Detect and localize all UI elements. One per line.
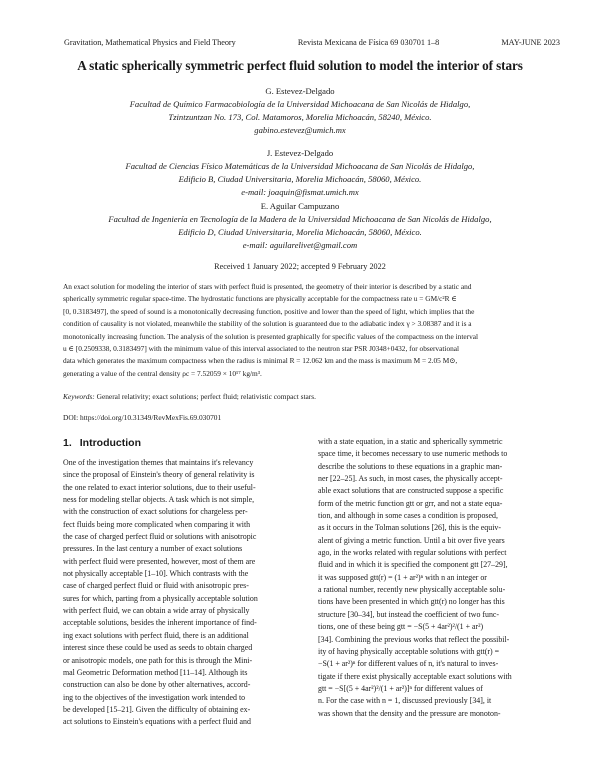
journal-citation: Revista Mexicana de Física 69 030701 1–8 (297, 38, 440, 47)
abstract-line: monotonically increasing function. The analysis of the solution is presented graphically for specific values of the compactness on the interval (63, 331, 479, 341)
affiliation-line: Edificio B, Ciudad Universitaria, Morelia Michoacán, 58060, México. (178, 174, 422, 184)
text-line: since the proposal of Einstein's theory of general relativity is (63, 470, 255, 480)
body-text (63, 457, 305, 729)
text-line: ago, in the works related with regular solutions with perfect (318, 548, 507, 558)
text-line: it was supposed gtt(r) = (1 + ar²)ⁿ with n an integer or (318, 572, 487, 582)
abstract-line: generating a value of the central density ρc = 7.52059 × 10¹⁷ kg/m³. (63, 368, 262, 378)
text-line: ity of having physically acceptable solutions with gtt(r) = (318, 646, 500, 656)
text-line: ing to the objectives of the investigation work intended to (63, 692, 246, 702)
text-line: One of the investigation themes that maintains it's relevancy (63, 458, 254, 467)
abstract-line: condition of causality is not violated, meanwhile the stability of the solution is guaranteed due to the adiabatic index γ > 3.08387 and it is a (63, 319, 472, 329)
text-line: construction can also be done by other alternatives, accord- (63, 680, 251, 690)
text-line: ner [22–25]. As such, in most cases, the physically accept- (318, 474, 503, 484)
keywords-label: Keywords: (63, 392, 95, 401)
text-line: acceptable solutions, besides the inherent importance of find- (63, 618, 257, 628)
text-line: with perfect fluid were presented, however, most of them are (63, 556, 256, 566)
text-line: the one related to exact interior solutions, due to their useful- (63, 482, 256, 492)
received-dates: Received 1 January 2022; accepted 9 February 2022 (214, 262, 386, 271)
abstract (63, 281, 560, 380)
affiliation-line: Facultad de Ingeniería en Tecnología de la Madera de la Universidad Michoacana de San Nicolás de Hidalgo, (108, 214, 492, 224)
text-line: tigate if there exist physically acceptable exact solutions with (318, 671, 512, 681)
text-line: pressures. In the last century a number of exact solutions (63, 544, 243, 554)
text-line: the case of charged perfect fluid or solutions with anisotropic (63, 532, 257, 542)
doi-link[interactable]: DOI: https://doi.org/10.31349/RevMexFis.69.030701 (63, 413, 222, 422)
text-line: interest since these could be used as seeds to obtain charged (63, 643, 253, 653)
text-line: as it occurs in the Tolman solutions [26], this is the equiv- (318, 523, 501, 533)
text-line: tion, and although in some cases a condition is proposed, (318, 511, 498, 521)
text-line: ing exact solutions with perfect fluid, there is an additional (63, 630, 249, 640)
author-name: J. Estevez-Delgado (266, 148, 334, 158)
text-line: tions have been presented in which gtt(r) no longer has this (318, 597, 505, 607)
text-line: with perfect fluid, we can obtain a wide array of physically (63, 606, 250, 616)
text-line: act solutions to Einstein's equations with a perfect fluid and (63, 717, 251, 727)
text-line: fect fluids being more complicated when comparing it with (63, 519, 251, 529)
text-line: was shown that the density and the pressure are monoton- (318, 708, 501, 718)
text-line: or anisotropic models, one path for this is through the Mini- (63, 655, 253, 665)
abstract-line: spherically symmetric regular space-time. The hydrostatic functions are physically acceptable for the compactness rate u = GM/c²R ∈ (63, 294, 457, 304)
affiliation-line: Tzintzuntzan No. 173, Col. Matamoros, Morelia Michoacán, 58240, México. (168, 112, 432, 122)
text-line: with a state equation, in a static and spherically symmetric (318, 437, 503, 446)
author-email[interactable]: e-mail: joaquin@fismat.umich.mx (241, 187, 359, 197)
text-line: a rational number, recently new physically acceptable solu- (318, 585, 506, 595)
paper-title: A static spherically symmetric perfect fluid solution to model the interior of stars (77, 58, 523, 73)
text-line: space time, it becomes necessary to use numeric methods to (318, 449, 508, 459)
author-block-2 (40, 147, 560, 199)
text-line: n. For the case with n = 1, discussed previously [34], it (318, 696, 492, 706)
left-column (63, 436, 305, 729)
text-line: describe the solutions to these equations in a graphic man- (318, 461, 503, 471)
abstract-line: An exact solution for modeling the interior of stars with perfect fluid is presented, the geometry of their interior is described by a static and (63, 282, 472, 291)
issue-date: MAY-JUNE 2023 (501, 38, 560, 47)
keywords (63, 392, 560, 401)
text-line: alent of giving a metric function. Until a bit over five years (318, 535, 505, 545)
affiliation-line: Facultad de Ciencias Físico Matemáticas de la Universidad Michoacana de San Nicolás de Hidalgo, (125, 161, 475, 171)
abstract-line: [0, 0.3183497], the speed of sound is a monotonically decreasing function, positive and lower than the speed of light, which implies that the (63, 306, 475, 316)
author-email[interactable]: gabino.estevez@umich.mx (254, 125, 346, 135)
author-name: G. Estevez-Delgado (265, 86, 335, 96)
text-line: with the construction of exact solutions for chargeless per- (63, 507, 248, 517)
text-line: ness for modeling stellar objects. A task which is not simple, (63, 495, 255, 505)
text-line: −S(1 + ar²)ⁿ for different values of n, it's natural to inves- (318, 659, 499, 669)
journal-section: Gravitation, Mathematical Physics and Field Theory (64, 38, 236, 47)
text-line: sures for which, parting from a physically acceptable solution (63, 593, 258, 603)
text-line: not physically acceptable [1–10]. Which contrasts with the (63, 569, 249, 579)
text-line: form of the metric function gtt or grr, and not a state equa- (318, 498, 503, 508)
section-title: Introduction (79, 437, 142, 449)
text-line: gtt = −S[(5 + 4ar²)²/(1 + ar²)]ⁿ for different values of (318, 683, 483, 693)
text-line: [34]. Combining the previous works that reflect the possibil- (318, 634, 510, 644)
text-line: mal Geometric Deformation method [11–14]. Although its (63, 667, 248, 677)
text-line: structure [30–34], but instead the coefficient of two func- (318, 609, 500, 619)
author-block-1 (40, 85, 560, 137)
abstract-line: u ∈ [0.2509338, 0.3183497] with the minimum value of this interval associated to the neutron star PSR J0348+0432, for observational (63, 344, 460, 354)
section-heading (63, 436, 305, 450)
running-head (64, 38, 560, 47)
text-line: fluid and in which it is specified the component gtt [27–29], (318, 560, 508, 570)
section-number: 1. (63, 437, 72, 449)
text-line: tions, one of these being gtt = −S(5 + 4ar²)²/(1 + ar²) (318, 622, 484, 632)
abstract-line: data which generates the maximum compactness when the radius is minimal R = 12.062 km and the mass is maximum M = 2.05 M⊙, (63, 356, 458, 366)
text-line: be developed [15–21]. Given the difficulty of obtaining ex- (63, 704, 251, 714)
right-column (318, 436, 559, 720)
text-line: case of charged perfect fluid or fluid with anisotropic pres- (63, 581, 249, 591)
author-email[interactable]: e-mail: aguilarelivet@gmail.com (242, 240, 358, 250)
affiliation-line: Facultad de Químico Farmacobiología de la Universidad Michoacana de San Nicolás de Hidalgo, (129, 99, 471, 109)
author-block-3 (40, 200, 560, 252)
text-line: able exact solutions that are constructed suppose a specific (318, 486, 504, 496)
keywords-text: General relativity; exact solutions; perfect fluid; relativistic compact stars. (96, 392, 316, 401)
affiliation-line: Edificio D, Ciudad Universitaria, Morelia Michoacán, 58060, México. (178, 227, 422, 237)
author-name: E. Aguilar Campuzano (260, 201, 340, 211)
